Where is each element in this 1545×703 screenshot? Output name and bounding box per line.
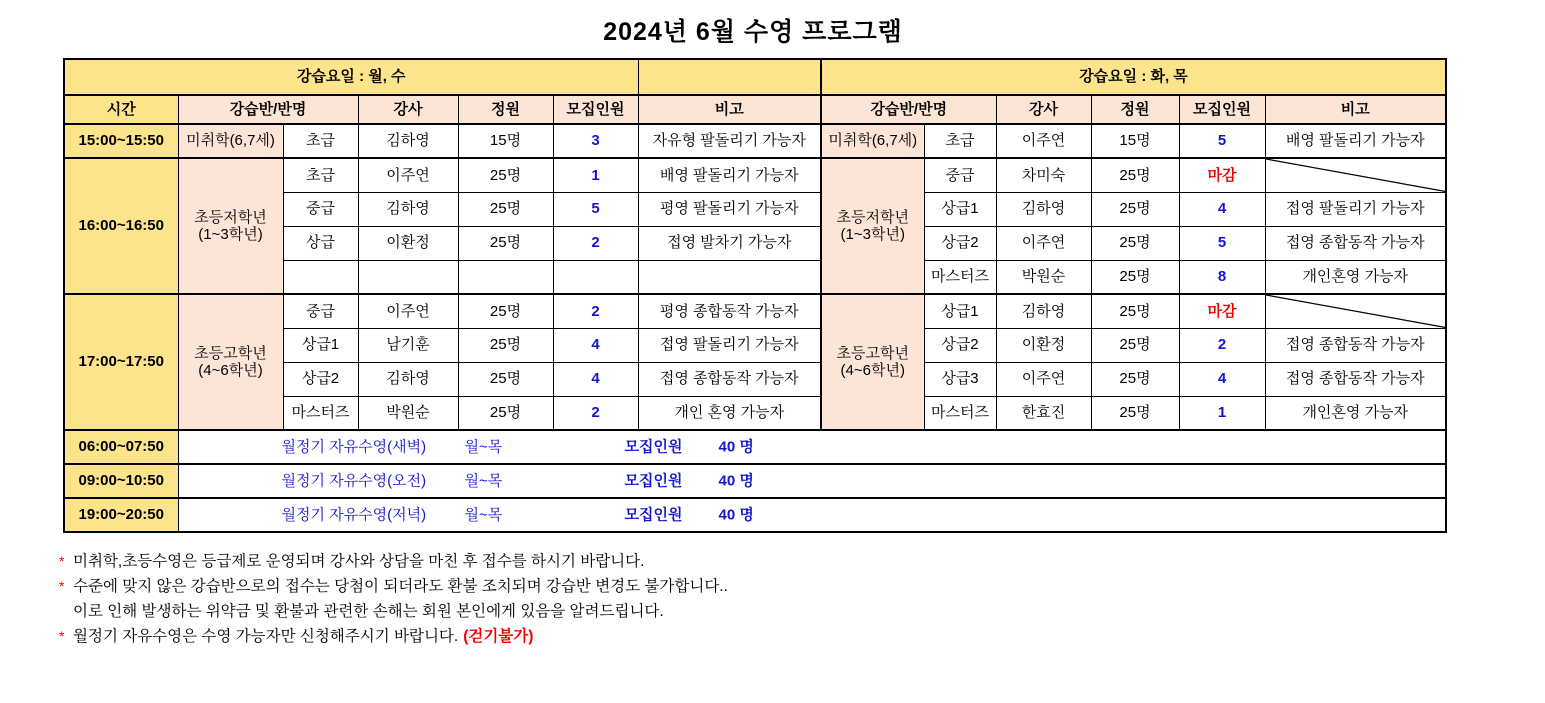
capacity-cell: 25명	[1091, 362, 1179, 396]
note-cell: 접영 발차기 가능자	[638, 226, 821, 260]
capacity-cell: 25명	[1091, 158, 1179, 192]
level-cell: 상급1	[283, 328, 358, 362]
capacity-cell: 25명	[1091, 226, 1179, 260]
capacity-cell: 15명	[1091, 124, 1179, 158]
instructor-cell: 이환정	[996, 328, 1091, 362]
group-line2: (1~3학년)	[840, 226, 905, 243]
instructor-cell: 이환정	[358, 226, 458, 260]
footnote-asterisk: *	[59, 628, 65, 644]
note-cell: 개인 혼영 가능자	[638, 396, 821, 430]
time-cell: 17:00~17:50	[64, 294, 178, 430]
instructor-cell: 김하영	[996, 294, 1091, 328]
capacity-cell: 25명	[1091, 260, 1179, 294]
note-cell: 자유형 팔돌리기 가능자	[638, 124, 821, 158]
instructor-cell: 이주연	[996, 124, 1091, 158]
level-cell: 상급	[283, 226, 358, 260]
footnote-line	[59, 599, 728, 624]
recruit-cell: 5	[1179, 124, 1265, 158]
group-cell	[178, 294, 283, 430]
group-line2: (1~3학년)	[198, 226, 263, 243]
recruit-cell: 1	[1179, 396, 1265, 430]
free-swim-name: 월정기 자유수영(새벽)	[281, 438, 427, 456]
recruit-cell: 4	[553, 362, 638, 396]
recruit-cell: 2	[553, 226, 638, 260]
free-swim-name: 월정기 자유수영(저녁)	[281, 506, 427, 524]
header-capacity-right: 정원	[1091, 95, 1179, 124]
capacity-cell: 25명	[458, 192, 553, 226]
instructor-cell: 이주연	[996, 362, 1091, 396]
free-swim-row	[178, 464, 1446, 498]
free-swim-recruit-label: 모집인원	[624, 438, 683, 456]
capacity-cell: 25명	[1091, 294, 1179, 328]
band-days-mon-wed: 강습요일 : 월, 수	[64, 59, 638, 95]
diagonal-strike-line	[1266, 159, 1446, 192]
recruit-cell: 4	[1179, 362, 1265, 396]
capacity-cell: 25명	[458, 226, 553, 260]
header-recruit-left: 모집인원	[553, 95, 638, 124]
footnote-highlight: (걷기불가)	[463, 628, 534, 645]
free-swim-days: 월~목	[464, 438, 503, 456]
footnote-text: 이로 인해 발생하는 위약금 및 환불과 관련한 손해는 회원 본인에게 있음을 알려드립니다.	[73, 603, 664, 620]
free-swim-days: 월~목	[464, 506, 503, 524]
note-cell: 접영 팔돌리기 가능자	[638, 328, 821, 362]
footnote-asterisk: *	[59, 578, 65, 594]
recruit-cell: 8	[1179, 260, 1265, 294]
capacity-cell: 25명	[458, 328, 553, 362]
free-swim-count: 40 명	[718, 506, 754, 524]
level-cell: 마스터즈	[283, 396, 358, 430]
band-spacer	[638, 59, 821, 95]
instructor-cell: 김하영	[996, 192, 1091, 226]
group-line2: (4~6학년)	[198, 362, 263, 379]
schedule-table	[63, 58, 1447, 533]
instructor-cell: 남기훈	[358, 328, 458, 362]
instructor-cell	[358, 260, 458, 294]
instructor-cell: 김하영	[358, 124, 458, 158]
header-time: 시간	[64, 95, 178, 124]
recruit-cell	[553, 260, 638, 294]
level-cell: 마스터즈	[924, 260, 996, 294]
instructor-cell: 이주연	[996, 226, 1091, 260]
level-cell: 중급	[283, 294, 358, 328]
recruit-cell: 4	[553, 328, 638, 362]
note-cell: 평영 팔돌리기 가능자	[638, 192, 821, 226]
capacity-cell: 15명	[458, 124, 553, 158]
footnote-asterisk: *	[59, 553, 65, 569]
note-cell: 접영 종합동작 가능자	[1265, 328, 1446, 362]
time-cell: 16:00~16:50	[64, 158, 178, 294]
free-swim-recruit-label: 모집인원	[624, 506, 683, 524]
level-cell: 중급	[924, 158, 996, 192]
diagonal-strike-cell	[1265, 158, 1446, 192]
free-swim-row	[178, 430, 1446, 464]
level-cell: 상급1	[924, 294, 996, 328]
free-swim-days: 월~목	[464, 472, 503, 490]
footnote-text: 수준에 맞지 않은 강습반으로의 접수는 당첨이 되더라도 환불 조치되며 강습반 변경도 불가합니다..	[73, 578, 728, 595]
footnote-line	[59, 574, 728, 599]
free-swim-count: 40 명	[718, 472, 754, 490]
free-swim-name: 월정기 자유수영(오전)	[281, 472, 427, 490]
capacity-cell: 25명	[458, 294, 553, 328]
instructor-cell: 김하영	[358, 362, 458, 396]
instructor-cell: 이주연	[358, 158, 458, 192]
header-group-left: 강습반/반명	[178, 95, 358, 124]
page-title: 2024년 6월 수영 프로그램	[603, 18, 903, 46]
footnote-text: 미취학,초등수영은 등급제로 운영되며 강사와 상담을 마친 후 접수를 하시기 바랍니다.	[73, 553, 645, 570]
group-line1: 초등저학년	[836, 208, 909, 226]
footnote-line	[59, 624, 728, 649]
time-cell: 09:00~10:50	[64, 464, 178, 498]
footnote-text: 월정기 자유수영은 수영 가능자만 신청해주시기 바랍니다.	[73, 628, 459, 645]
recruit-cell-closed: 마감	[1179, 158, 1265, 192]
group-cell	[821, 294, 924, 430]
level-cell: 상급2	[924, 226, 996, 260]
instructor-cell: 김하영	[358, 192, 458, 226]
recruit-cell: 2	[553, 294, 638, 328]
header-capacity-left: 정원	[458, 95, 553, 124]
capacity-cell: 25명	[1091, 192, 1179, 226]
capacity-cell: 25명	[1091, 396, 1179, 430]
capacity-cell: 25명	[458, 396, 553, 430]
recruit-cell: 2	[553, 396, 638, 430]
note-cell: 배영 팔돌리기 가능자	[1265, 124, 1446, 158]
instructor-cell: 차미숙	[996, 158, 1091, 192]
instructor-cell: 박원순	[358, 396, 458, 430]
group-line1: 초등고학년	[836, 344, 909, 362]
time-cell: 06:00~07:50	[64, 430, 178, 464]
note-cell: 평영 종합동작 가능자	[638, 294, 821, 328]
recruit-cell: 3	[553, 124, 638, 158]
footnote-line	[59, 549, 728, 574]
group-cell	[821, 158, 924, 294]
level-cell: 상급3	[924, 362, 996, 396]
level-cell: 중급	[283, 192, 358, 226]
note-cell: 접영 종합동작 가능자	[638, 362, 821, 396]
group-line1: 초등고학년	[194, 344, 267, 362]
capacity-cell: 25명	[1091, 328, 1179, 362]
level-cell: 초급	[283, 124, 358, 158]
level-cell: 상급2	[283, 362, 358, 396]
instructor-cell: 이주연	[358, 294, 458, 328]
note-cell: 접영 종합동작 가능자	[1265, 226, 1446, 260]
note-cell: 접영 종합동작 가능자	[1265, 362, 1446, 396]
instructor-cell: 한효진	[996, 396, 1091, 430]
level-cell: 초급	[924, 124, 996, 158]
recruit-cell: 1	[553, 158, 638, 192]
group-line1: 초등저학년	[194, 208, 267, 226]
note-cell: 배영 팔돌리기 가능자	[638, 158, 821, 192]
free-swim-count: 40 명	[718, 438, 754, 456]
capacity-cell	[458, 260, 553, 294]
note-cell: 접영 팔돌리기 가능자	[1265, 192, 1446, 226]
header-recruit-right: 모집인원	[1179, 95, 1265, 124]
instructor-cell: 박원순	[996, 260, 1091, 294]
free-swim-row	[178, 498, 1446, 532]
group-line2: (4~6학년)	[840, 362, 905, 379]
group-cell	[178, 158, 283, 294]
diagonal-strike-cell	[1265, 294, 1446, 328]
group-cell: 미취학(6,7세)	[178, 124, 283, 158]
header-instructor-left: 강사	[358, 95, 458, 124]
header-group-right: 강습반/반명	[821, 95, 996, 124]
recruit-cell: 2	[1179, 328, 1265, 362]
free-swim-recruit-label: 모집인원	[624, 472, 683, 490]
diagonal-strike-line	[1266, 295, 1446, 328]
recruit-cell: 5	[1179, 226, 1265, 260]
recruit-cell-closed: 마감	[1179, 294, 1265, 328]
header-note-right: 비고	[1265, 95, 1446, 124]
header-note-left: 비고	[638, 95, 821, 124]
time-cell: 19:00~20:50	[64, 498, 178, 532]
level-cell: 상급2	[924, 328, 996, 362]
capacity-cell: 25명	[458, 362, 553, 396]
level-cell: 상급1	[924, 192, 996, 226]
group-cell: 미취학(6,7세)	[821, 124, 924, 158]
time-cell: 15:00~15:50	[64, 124, 178, 158]
note-cell: 개인혼영 가능자	[1265, 396, 1446, 430]
capacity-cell: 25명	[458, 158, 553, 192]
recruit-cell: 5	[553, 192, 638, 226]
note-cell: 개인혼영 가능자	[1265, 260, 1446, 294]
level-cell: 초급	[283, 158, 358, 192]
level-cell: 마스터즈	[924, 396, 996, 430]
footnotes	[59, 549, 728, 649]
level-cell	[283, 260, 358, 294]
header-instructor-right: 강사	[996, 95, 1091, 124]
band-days-tue-thu: 강습요일 : 화, 목	[821, 59, 1446, 95]
recruit-cell: 4	[1179, 192, 1265, 226]
note-cell	[638, 260, 821, 294]
